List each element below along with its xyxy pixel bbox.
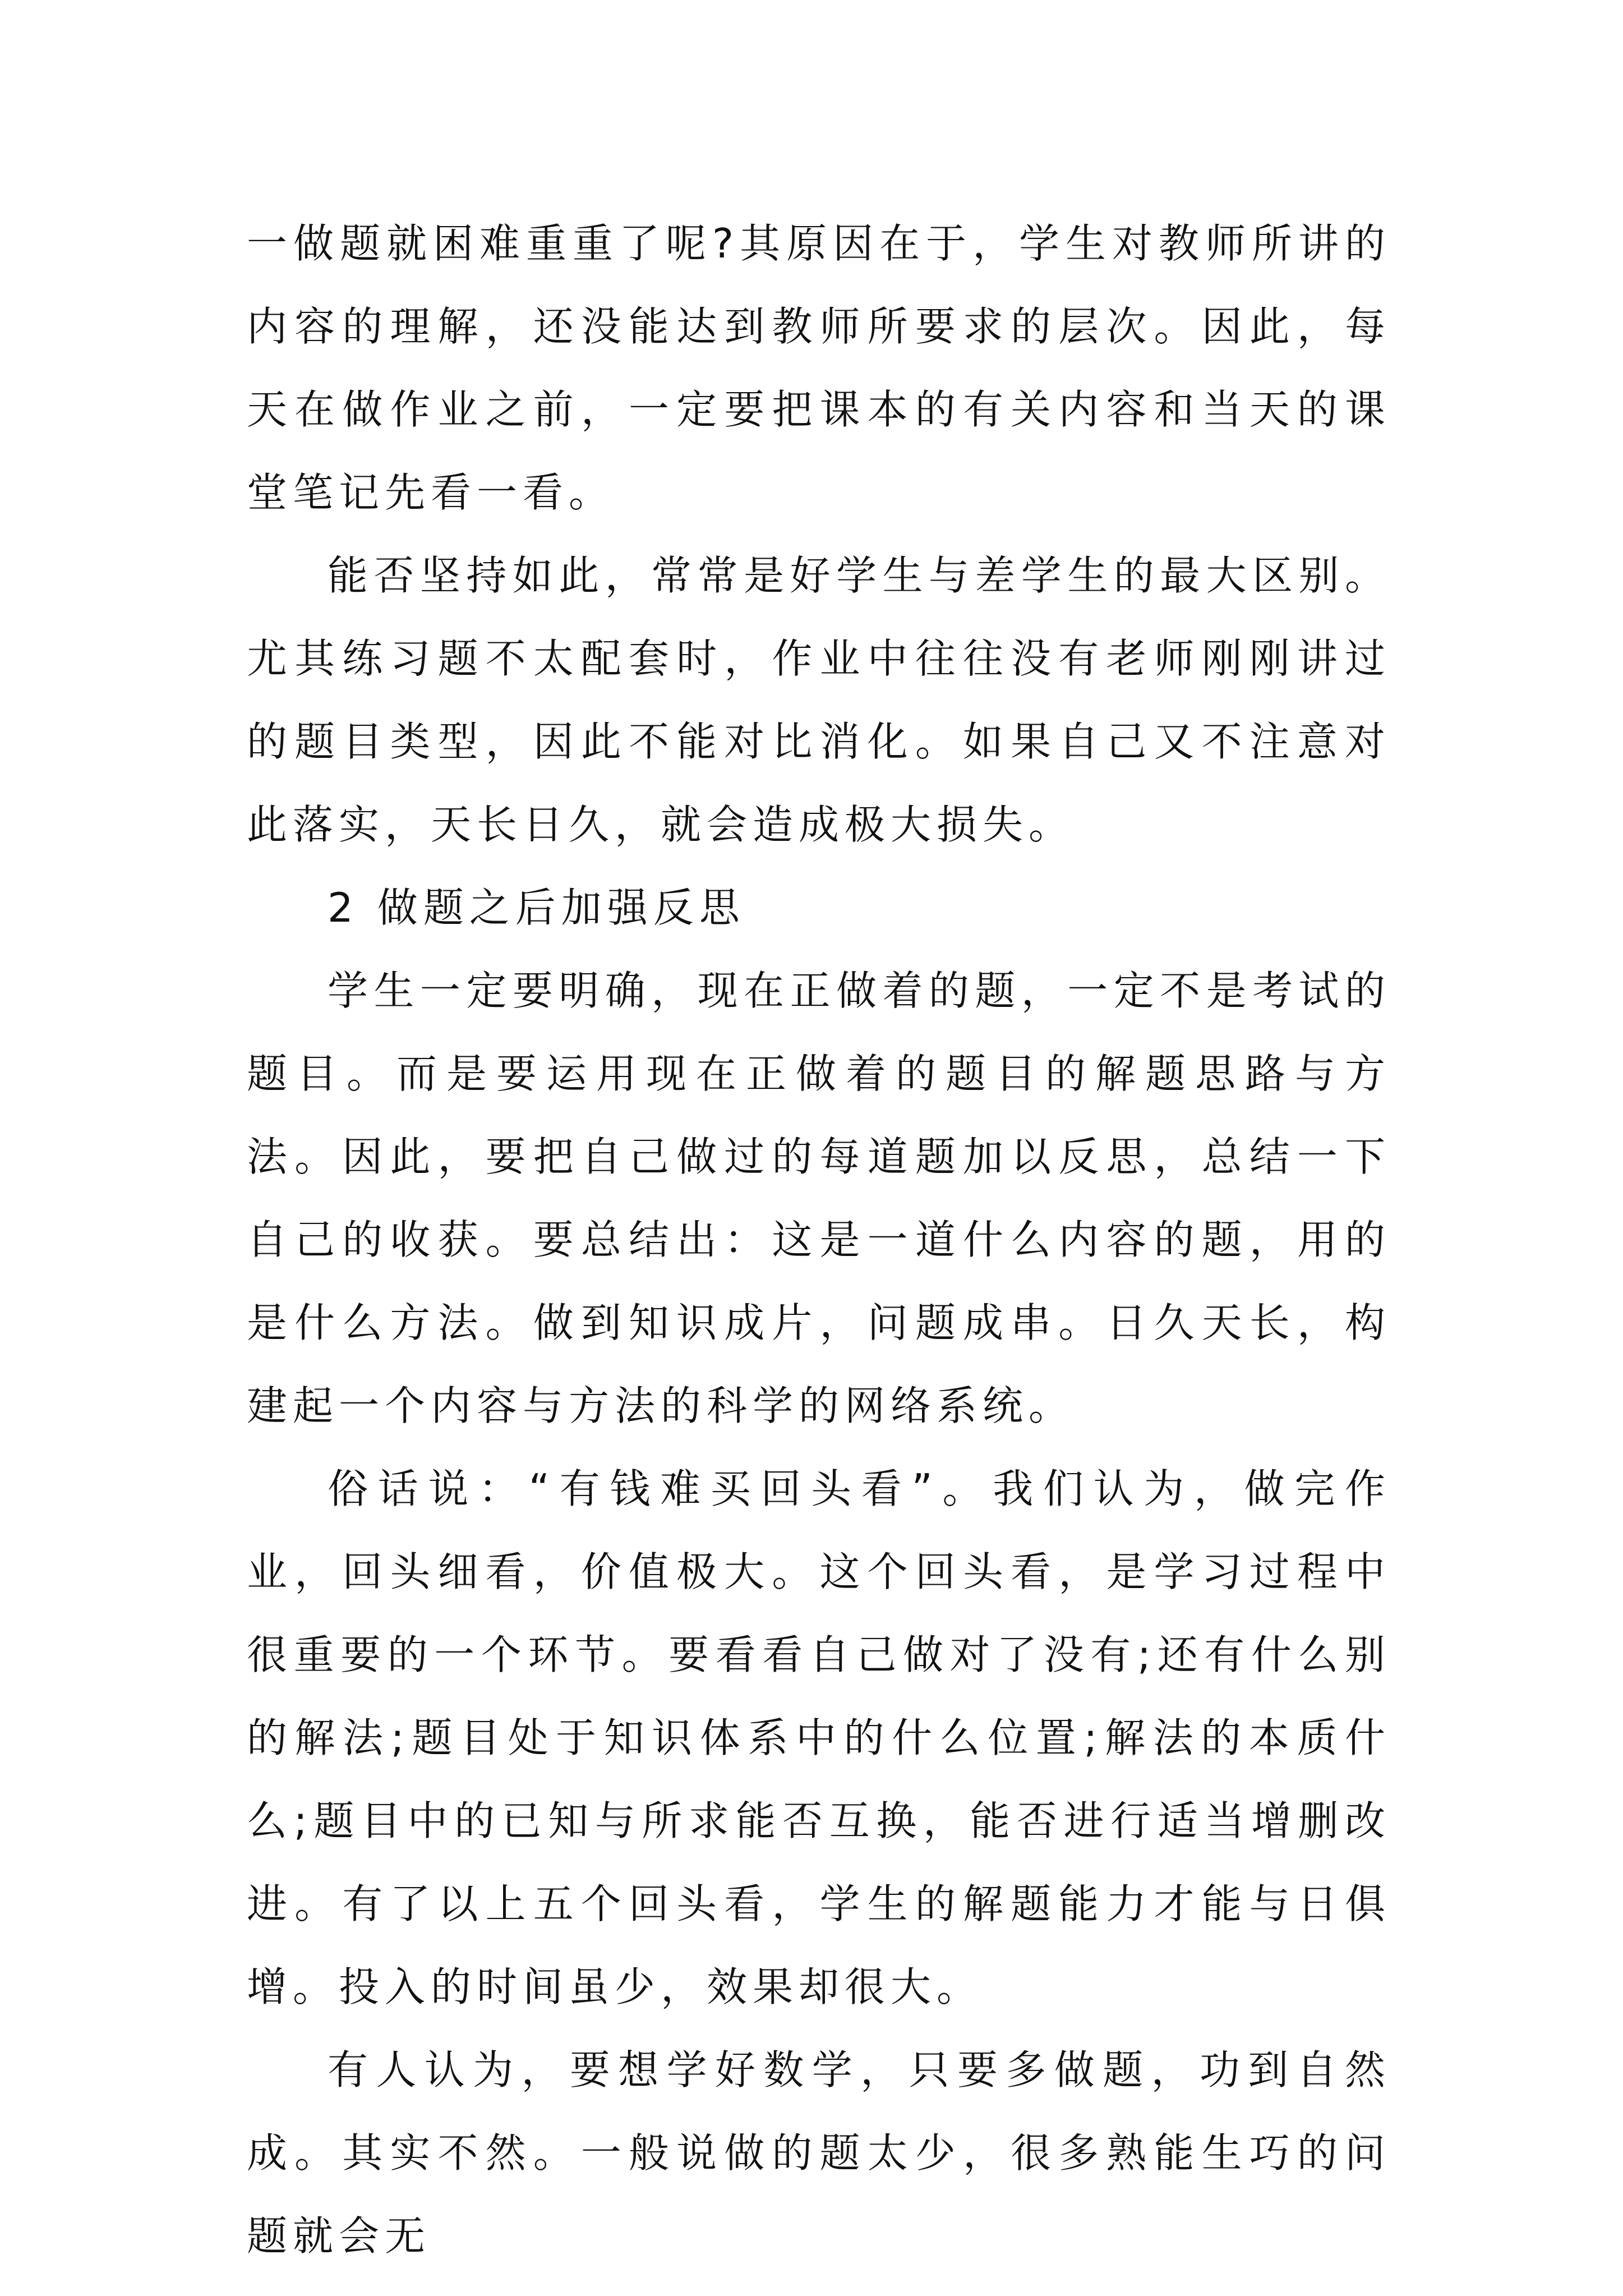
paragraph-reflection: 学生一定要明确，现在正做着的题，一定不是考试的题目。而是要运用现在正做着的题目的解题思路与方法。因此，要把自己做过的每道题加以反思，总结一下自己的收获。要总结出：这是一道什么内容的题，用的是什么方法。做到知识成片，问题成串。日久天长，构建起一个内容与方法的科学的网络系统。 [247,967,1391,1429]
paragraph-practice: 有人认为，要想学好数学，只要多做题，功到自然成。其实不然。一般说做的题太少，很多熟能生巧的问题就会无 [247,2046,1391,2260]
section-heading-reflection: 2 做题之后加强反思 [328,884,745,931]
paragraph-continuation: 一做题就困难重重了呢?其原因在于，学生对教师所讲的内容的理解，还没能达到教师所要求的层次。因此，每天在做作业之前，一定要把课本的有关内容和当天的课堂笔记先看一看。 [247,220,1391,516]
document-body [247,202,1391,2277]
paragraph-look-back: 俗话说：“有钱难买回头看”。我们认为，做完作业，回头细看，价值极大。这个回头看，是学习过程中很重要的一个环节。要看看自己做对了没有;还有什么别的解法;题目处于知识体系中的什么位置;解法的本质什么;题目中的已知与所求能否互换，能否进行适当增删改进。有了以上五个回头看，学生的解题能力才能与日俱增。投入的时间虽少，效果却很大。 [247,1465,1391,2010]
paragraph-persistence: 能否坚持如此，常常是好学生与差学生的最大区别。尤其练习题不太配套时，作业中往往没有老师刚刚讲过的题目类型，因此不能对比消化。如果自己又不注意对此落实，天长日久，就会造成极大损失。 [247,552,1391,848]
